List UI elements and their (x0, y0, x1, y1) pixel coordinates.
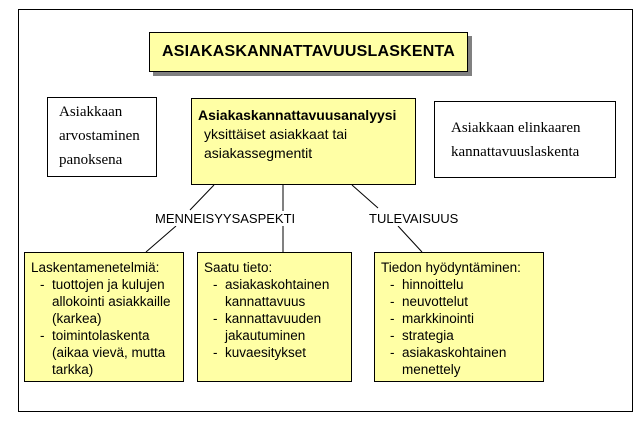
list-item (381, 344, 543, 378)
list-item (31, 276, 183, 327)
list-item-line: - neuvottelut (402, 294, 469, 309)
list-item-line: (karkea) (52, 311, 102, 326)
list-item-line: - kuvaesitykset (225, 345, 307, 360)
past-aspect-label: MENNEISYYSASPEKTI (155, 211, 296, 226)
list-item (381, 293, 543, 310)
connector-past-lower (146, 226, 176, 252)
obtained-information-box (197, 252, 352, 382)
list-item-line: - tuottojen ja kulujen (52, 277, 165, 292)
connector-future-lower (398, 226, 422, 252)
box-heading: Laskentamenetelmiä: (31, 260, 160, 275)
right-box-line: kannattavuuslaskenta (451, 143, 580, 160)
left-box-line: arvostaminen (59, 128, 140, 144)
list-item (31, 327, 183, 378)
information-utilization-box (374, 252, 544, 382)
list-item-line: - kannattavuuden (225, 311, 322, 326)
list-item (381, 276, 543, 293)
list-item-line: jakautuminen (225, 328, 306, 343)
list-item-line: - toimintolaskenta (52, 328, 150, 343)
list-item-line: allokointi asiakkaille (52, 294, 171, 309)
list-item-line: - asiakaskohtainen (402, 345, 507, 360)
center-line: asiakassegmentit (204, 145, 313, 161)
customer-valuation-box (47, 97, 157, 177)
list-item (204, 276, 351, 310)
list-item-line: menettely (402, 362, 461, 377)
list-item (381, 327, 543, 344)
list-item-line: - hinnoittelu (402, 277, 464, 292)
calculation-methods-box (24, 252, 184, 382)
left-box-line: panoksena (59, 152, 123, 168)
right-box-line: Asiakkaan elinkaaren (451, 119, 581, 136)
center-line: yksittäiset asiakkaat tai (204, 126, 348, 142)
box-heading: Tiedon hyödyntäminen: (381, 260, 521, 275)
center-heading: Asiakaskannattavuusanalyysi (198, 107, 397, 123)
lifecycle-profitability-box (434, 101, 616, 178)
list-item-line: kannattavuus (225, 294, 306, 309)
list-item-line: - asiakaskohtainen (225, 277, 330, 292)
title-text: ASIAKASKANNATTAVUUSLASKENTA (161, 43, 456, 60)
list-item-line: - strategia (402, 328, 454, 343)
list-item (381, 310, 543, 327)
left-box-line: Asiakkaan (59, 104, 123, 120)
list-item (204, 344, 351, 361)
future-label: TULEVAISUUS (369, 211, 459, 226)
list-item (204, 310, 351, 344)
profitability-analysis-box (191, 98, 416, 185)
list-item-line: tarkka) (52, 362, 94, 377)
title-box (149, 32, 468, 72)
box-heading: Saatu tieto: (204, 260, 273, 275)
list-item-line: (aikaa vievä, mutta (52, 345, 166, 360)
list-item-line: - markkinointi (402, 311, 475, 326)
connector-past-upper (190, 185, 214, 210)
connector-future-upper (352, 185, 378, 208)
